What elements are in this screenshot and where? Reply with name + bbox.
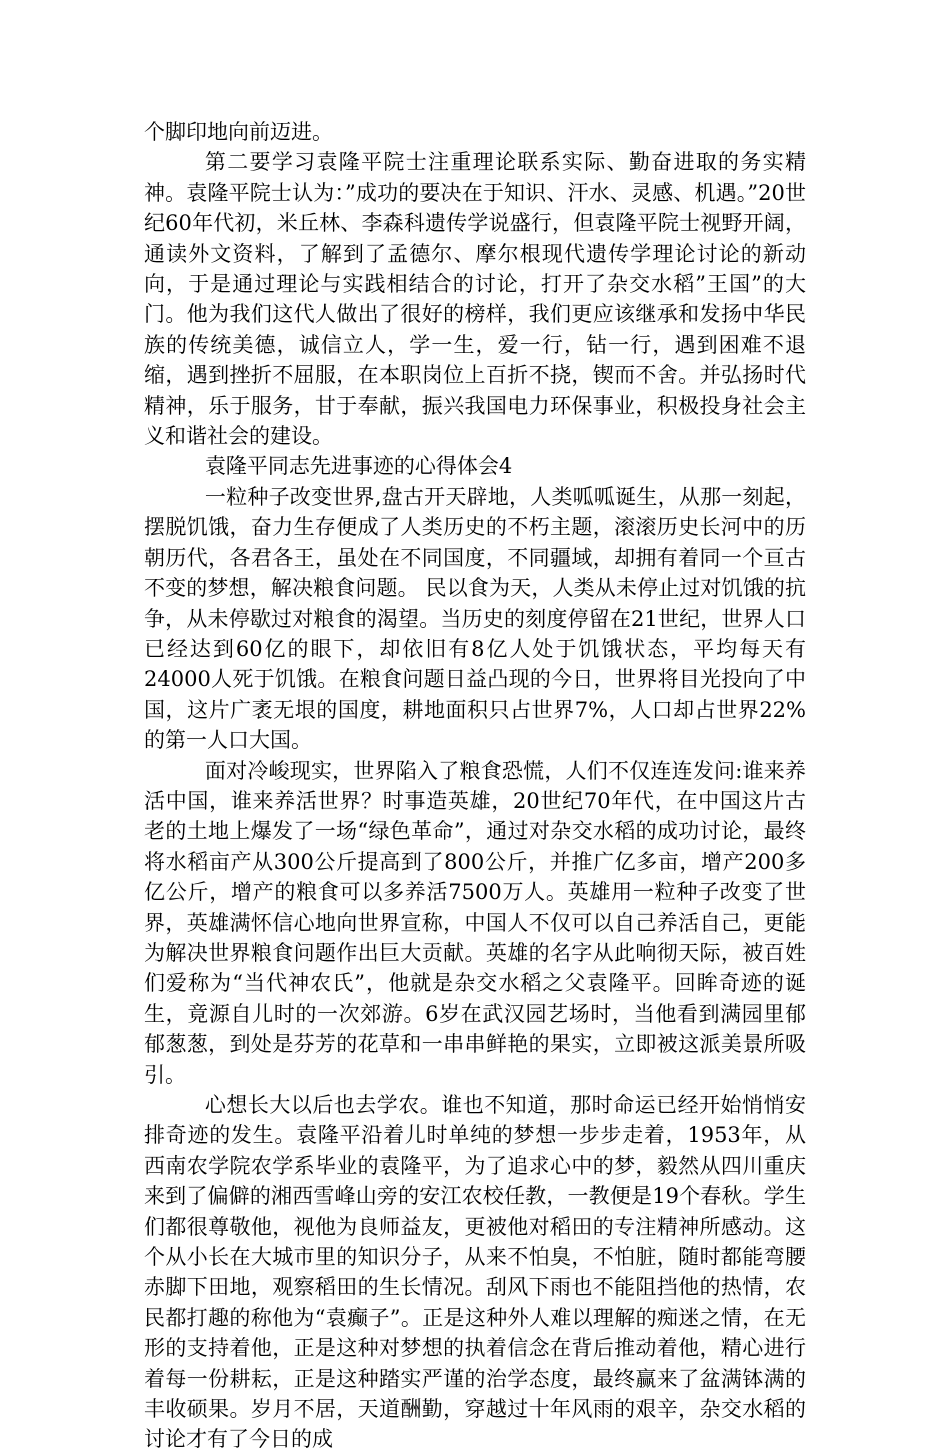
section-heading: 袁隆平同志先进事迹的心得体会4 (204, 454, 513, 479)
paragraph-career: 心想长大以后也去学农。谁也不知道，那时命运已经开始悄悄安排奇迹的发生。袁隆平沿着儿时单纯的梦想一步步走着，1953年，从西南农学院农学系毕业的袁隆平，为了追求心中的梦，毅然从四川重庆来到了偏僻的湘西雪峰山旁的安江农校任教，一教便是19个春秋。学生们都很尊敬他，视他为良师益友，更被他对稻田的专注精神所感动。这个从小长在大城市里的知识分子，从来不怕臭，不怕脏，随时都能弯腰赤脚下田地，观察稻田的生长情况。刮风下雨也不能阻挡他的热情，农民都打趣的称他为“袁癫子”。正是这种外人难以理解的痴迷之情，在无形的支持着他，正是这种对梦想的执着信念在背后推动着他，精心进行着每一份耕耘，正是这种踏实严谨的治学态度，最终赢来了盆满钵满的丰收硕果。岁月不居，天道酬勤，穿越过十年风雨的艰辛，杂交水稻的讨论才有了今日的成 (144, 1093, 806, 1452)
paragraph-learning-spirit: 第二要学习袁隆平院士注重理论联系实际、勤奋进取的务实精神。袁隆平院士认为：”成功的要决在于知识、汗水、灵感、机遇。”20世纪60年代初，米丘林、李森科遗传学说盛行，但袁隆平院士视野开阔，通读外文资料，了解到了孟德尔、摩尔根现代遗传学理论讨论的新动向，于是通过理论与实践相结合的讨论，打开了杂交水稻”王国”的大门。他为我们这代人做出了很好的榜样，我们更应该继承和发扬中华民族的传统美德，诚信立人，学一生，爱一行，钻一行，遇到困难不退缩，遇到挫折不屈服，在本职岗位上百折不挠，锲而不舍。并弘扬时代精神，乐于服务，甘于奉献，振兴我国电力环保事业，积极投身社会主义和谐社会的建设。 (144, 150, 806, 449)
paragraph-continuation: 个脚印地向前迈进。 (144, 120, 333, 144)
paragraph-one-seed: 一粒种子改变世界,盘古开天辟地，人类呱呱诞生，从那一刻起，摆脱饥饿，奋力生存便成了人类历史的不朽主题，滚滚历史长河中的历朝历代，各君各王，虽处在不同国度，不同疆域，却拥有着同一个亘古不变的梦想，解决粮食问题。 民以食为天，人类从未停止过对饥饿的抗争，从未停歇过对粮食的渴望。当历史的刻度停留在21世纪，世界人口已经达到60亿的眼下，却依旧有8亿人处于饥饿状态，平均每天有24000人死于饥饿。在粮食问题日益凸现的今日，世界将目光投向了中国，这片广袤无垠的国度，耕地面积只占世界7%，人口却占世界22%的第一人口大国。 (144, 484, 806, 753)
document-body (144, 117, 806, 1455)
paragraph-green-revolution: 面对冷峻现实，世界陷入了粮食恐慌，人们不仅连连发问:谁来养活中国，谁来养活世界？时事造英雄，20世纪70年代，在中国这片古老的土地上爆发了一场“绿色革命”，通过对杂交水稻的成功讨论，最终将水稻亩产从300公斤提高到了800公斤，并推广亿多亩，增产200多亿公斤，增产的粮食可以多养活7500万人。英雄用一粒种子改变了世界，英雄满怀信心地向世界宣称，中国人不仅可以自己养活自己，更能为解决世界粮食问题作出巨大贡献。英雄的名字从此响彻天际，被百姓们爱称为“当代神农氏”，他就是杂交水稻之父袁隆平。回眸奇迹的诞生，竟源自儿时的一次郊游。6岁在武汉园艺场时，当他看到满园里郁郁葱葱，到处是芬芳的花草和一串串鲜艳的果实，立即被这派美景所吸引。 (144, 758, 806, 1087)
